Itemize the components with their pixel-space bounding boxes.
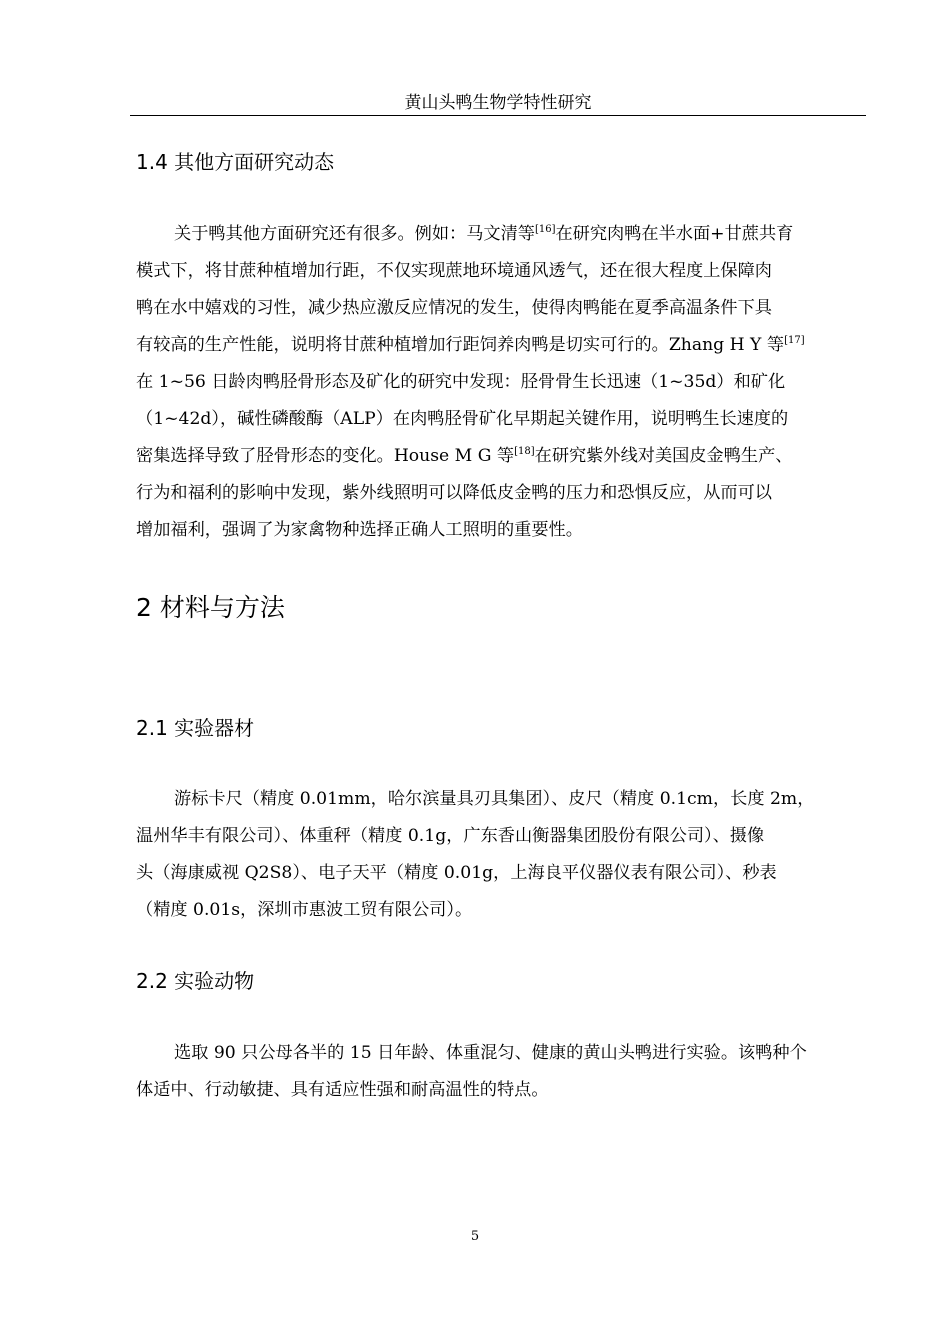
text-line: （精度 0.01s，深圳市惠波工贸有限公司）。 [136,900,473,920]
heading-1-4: 1.4 其他方面研究动态 [136,150,335,174]
citation: [18] [514,446,535,457]
text-line: （1~42d），碱性磷酸酶（ALP）在肉鸭胫骨矿化早期起关键作用，说明鸭生长速度的 [136,409,789,429]
text-line: 鸭在水中嬉戏的习性，减少热应激反应情况的发生，使得肉鸭能在夏季高温条件下具 [136,298,772,318]
text-line: 游标卡尺（精度 0.01mm，哈尔滨量具刃具集团）、皮尺（精度 0.1cm，长度 2m， [174,789,815,809]
text-line: 选取 90 只公母各半的 15 日年龄、体重混匀、健康的黄山头鸭进行实验。该鸭种个 [174,1043,807,1063]
text-line: 密集选择导致了胫骨形态的变化。House M G 等[18]在研究紫外线对美国皮金鸭生产、 [136,446,793,466]
text-line: 头（海康威视 Q2S8）、电子天平（精度 0.01g，上海良平仪器仪表有限公司）、秒表 [136,863,777,883]
text-line: 行为和福利的影响中发现，紫外线照明可以降低皮金鸭的压力和恐惧反应，从而可以 [136,483,772,503]
citation: [16] [534,224,556,235]
text-line: 体适中、行动敏捷、具有适应性强和耐高温性的特点。 [136,1080,549,1100]
text-line: 有较高的生产性能，说明将甘蔗种植增加行距饲养肉鸭是切实可行的。Zhang H Y 等[17] [136,335,805,355]
text-line: 温州华丰有限公司）、体重秤（精度 0.1g，广东香山衡器集团股份有限公司）、摄像 [136,826,765,846]
heading-2-1: 2.1 实验器材 [136,716,255,740]
text-line: 增加福利，强调了为家禽物种选择正确人工照明的重要性。 [136,520,583,540]
heading-2: 2 材料与方法 [136,593,285,622]
heading-2-2: 2.2 实验动物 [136,969,255,993]
header-rule [130,115,866,116]
running-header: 黄山头鸭生物学特性研究 [404,93,592,113]
text-line: 在 1~56 日龄肉鸭胫骨形态及矿化的研究中发现：胫骨骨生长迅速（1~35d）和矿化 [136,372,786,392]
text-line: 关于鸭其他方面研究还有很多。例如：马文清等[16]在研究肉鸭在半水面+甘蔗共育 [174,224,794,244]
page-number: 5 [470,1229,480,1244]
citation: [17] [784,335,805,346]
text-line: 模式下，将甘蔗种植增加行距，不仅实现蔗地环境通风透气，还在很大程度上保障肉 [136,261,772,281]
